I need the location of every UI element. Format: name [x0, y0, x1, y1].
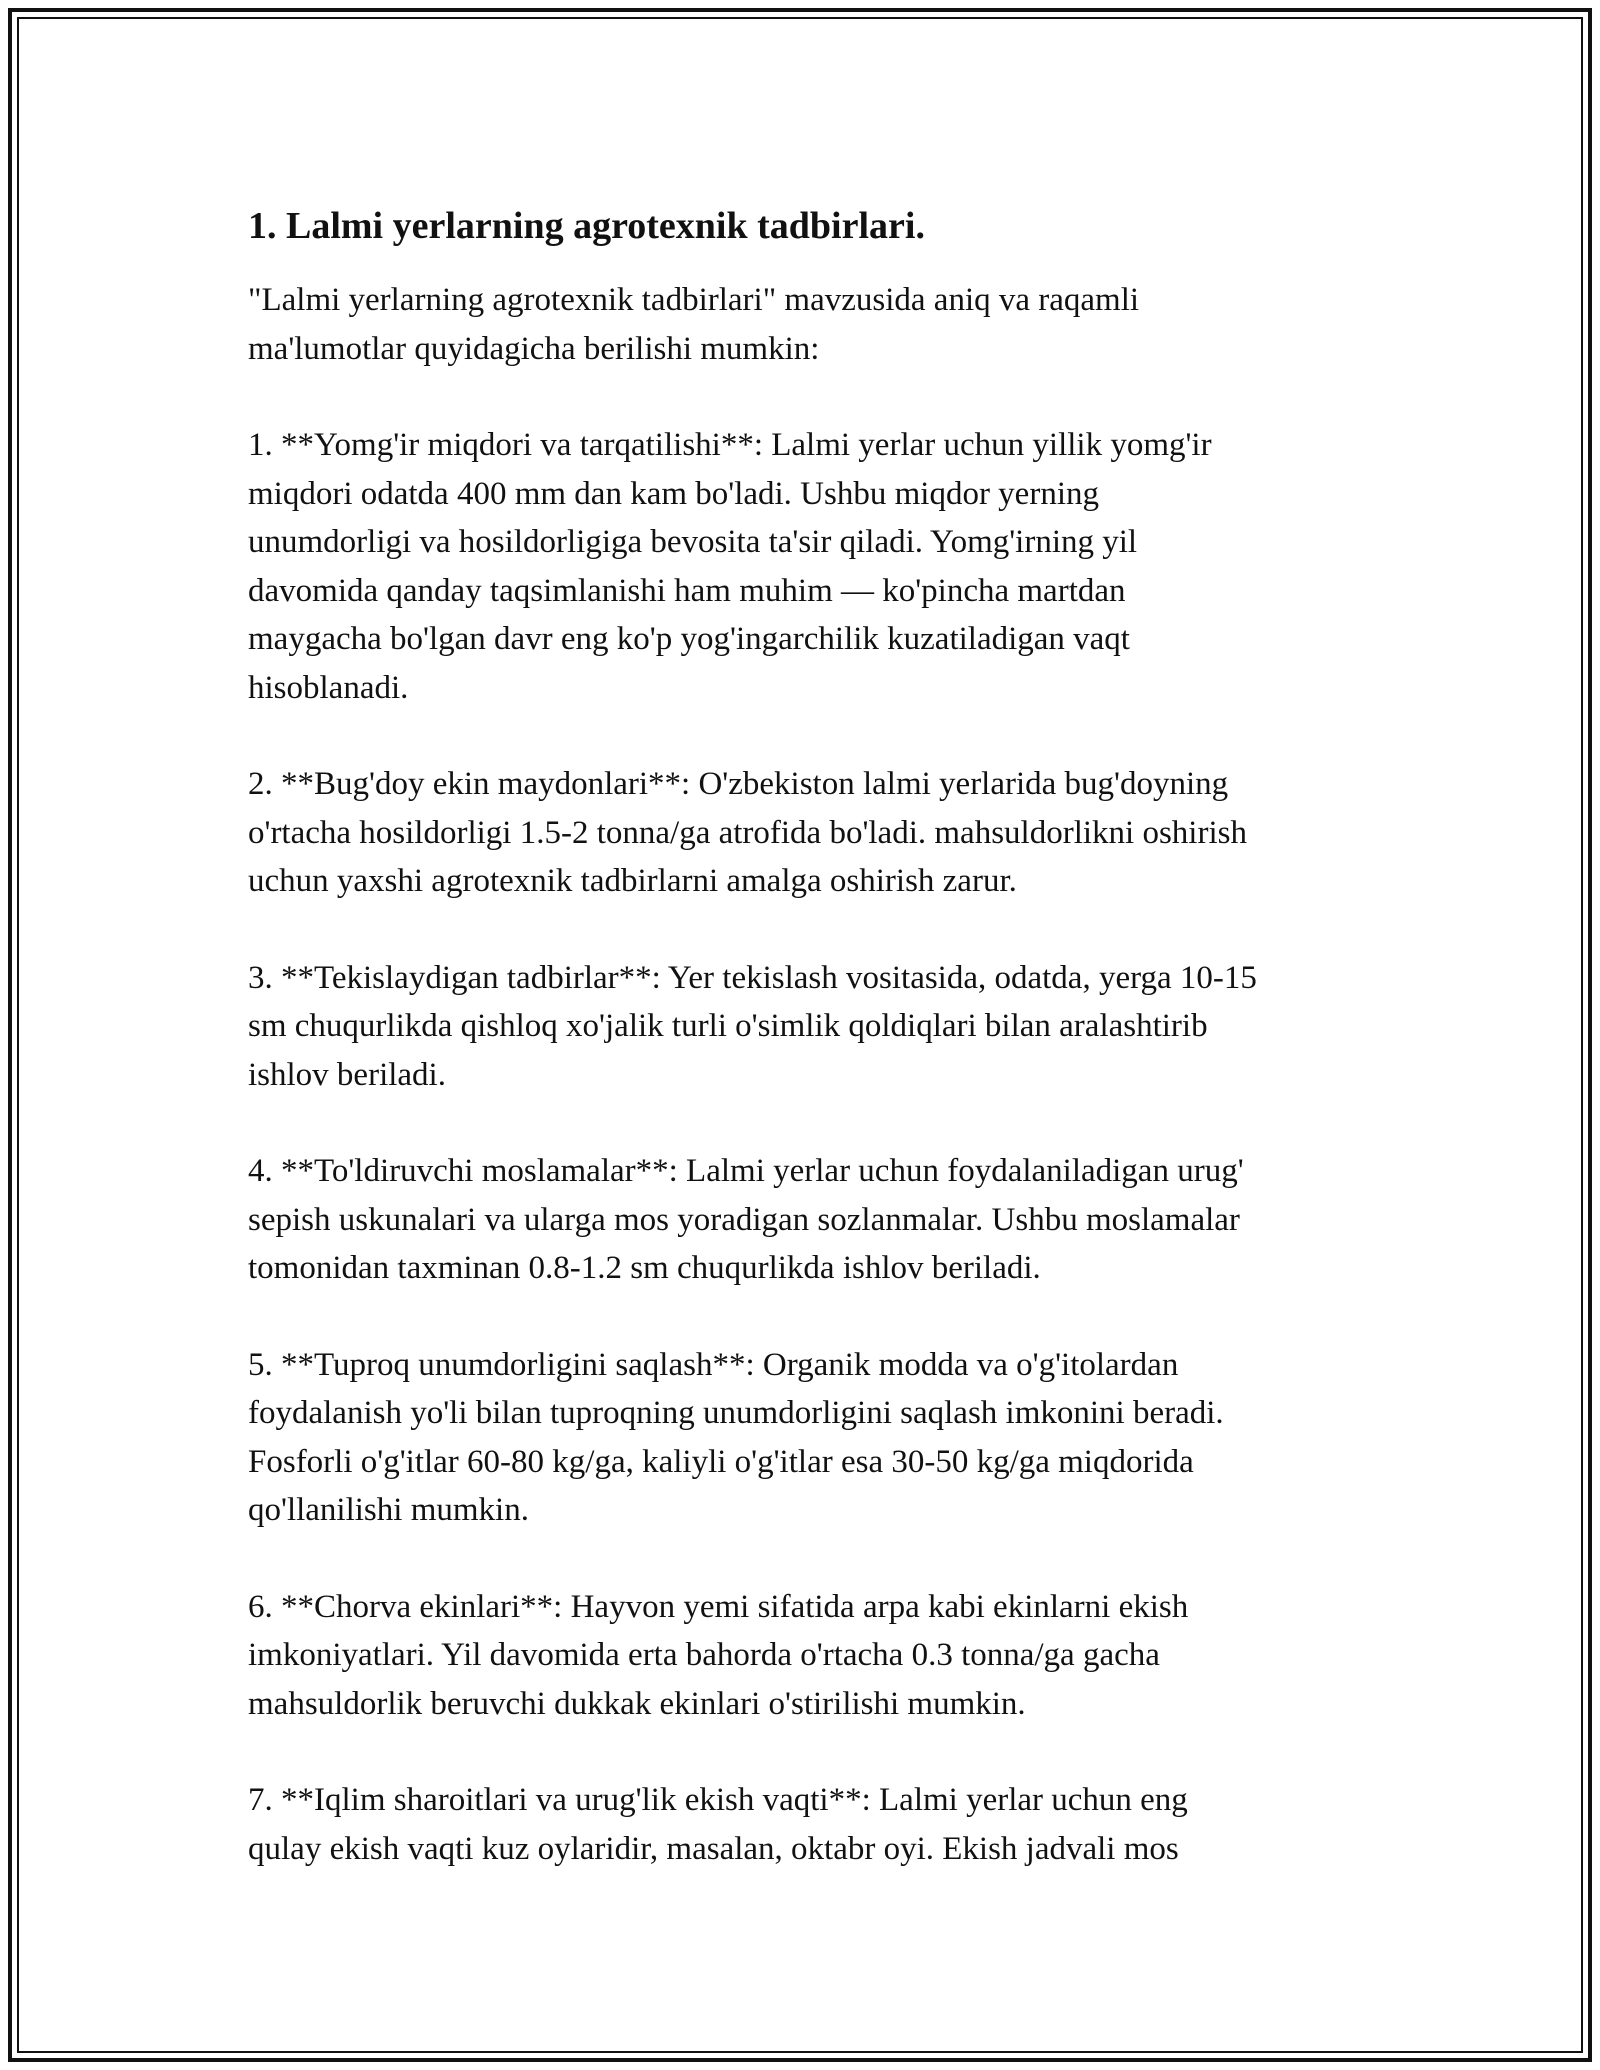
intro-paragraph: "Lalmi yerlarning agrotexnik tadbirlari" mavzusida aniq va raqamli ma'lumotlar quyidagicha berilishi mumkin: [248, 282, 1140, 367]
paragraph-forage-crops: 6. **Chorva ekinlari**: Hayvon yemi sifatida arpa kabi ekinlarni ekish imkoniyatlari. Yil davomida erta bahorda o'rtacha 0.3 tonna/ga gacha mahsuldorlik beruvchi dukkak ekinlari o'stirilishi mumkin. [248, 1588, 1189, 1722]
paragraph-climate-sowing: 7. **Iqlim sharoitlari va urug'lik ekish vaqti**: Lalmi yerlar uchun eng qulay ekish vaqti kuz oylaridir, masalan, oktabr oyi. Ekish jadvali mos [248, 1782, 1188, 1867]
document-title: 1. Lalmi yerlarning agrotexnik tadbirlari. [248, 205, 925, 247]
document-content [248, 198, 1388, 1921]
paragraph-leveling: 3. **Tekislaydigan tadbirlar**: Yer tekislash vositasida, odatda, yerga 10-15 sm chuqurlikda qishloq xo'jalik turli o'simlik qoldiqlari bilan aralashtirib ishlov beriladi. [248, 959, 1257, 1093]
paragraph-soil-fertility: 5. **Tuproq unumdorligini saqlash**: Organik modda va o'g'itolardan foydalanish yo'li bilan tuproqning unumdorligini saqlash imkonini beradi. Fosforli o'g'itlar 60-80 kg/ga, kaliyli o'g'itlar esa 30-50 kg/ga miqdorida qo'llanilishi mumkin. [248, 1346, 1224, 1528]
page-frame [8, 8, 1592, 2062]
paragraph-seeding-equipment: 4. **To'ldiruvchi moslamalar**: Lalmi yerlar uchun foydalaniladigan urug' sepish uskunalari va ularga mos yoradigan sozlanmalar. Ushbu moslamalar tomonidan taxminan 0.8-1.2 sm chuqurlikda ishlov beriladi. [248, 1153, 1244, 1286]
paragraph-rainfall: 1. **Yomg'ir miqdori va tarqatilishi**: Lalmi yerlar uchun yillik yomg'ir miqdori odatda 400 mm dan kam bo'ladi. Ushbu miqdor yerning unumdorligi va hosildorligiga bevosita ta'sir qiladi. Yomg'irning yil davomida qanday taqsimlanishi ham muhim — ko'pincha martdan maygacha bo'lgan davr eng ko'p yog'ingarchilik kuzatiladigan vaqt hisoblanadi. [248, 427, 1212, 706]
paragraph-wheat-fields: 2. **Bug'doy ekin maydonlari**: O'zbekiston lalmi yerlarida bug'doyning o'rtacha hosildorligi 1.5-2 tonna/ga atrofida bo'ladi. mahsuldorlikni oshirish uchun yaxshi agrotexnik tadbirlarni amalga oshirish zarur. [248, 766, 1247, 899]
